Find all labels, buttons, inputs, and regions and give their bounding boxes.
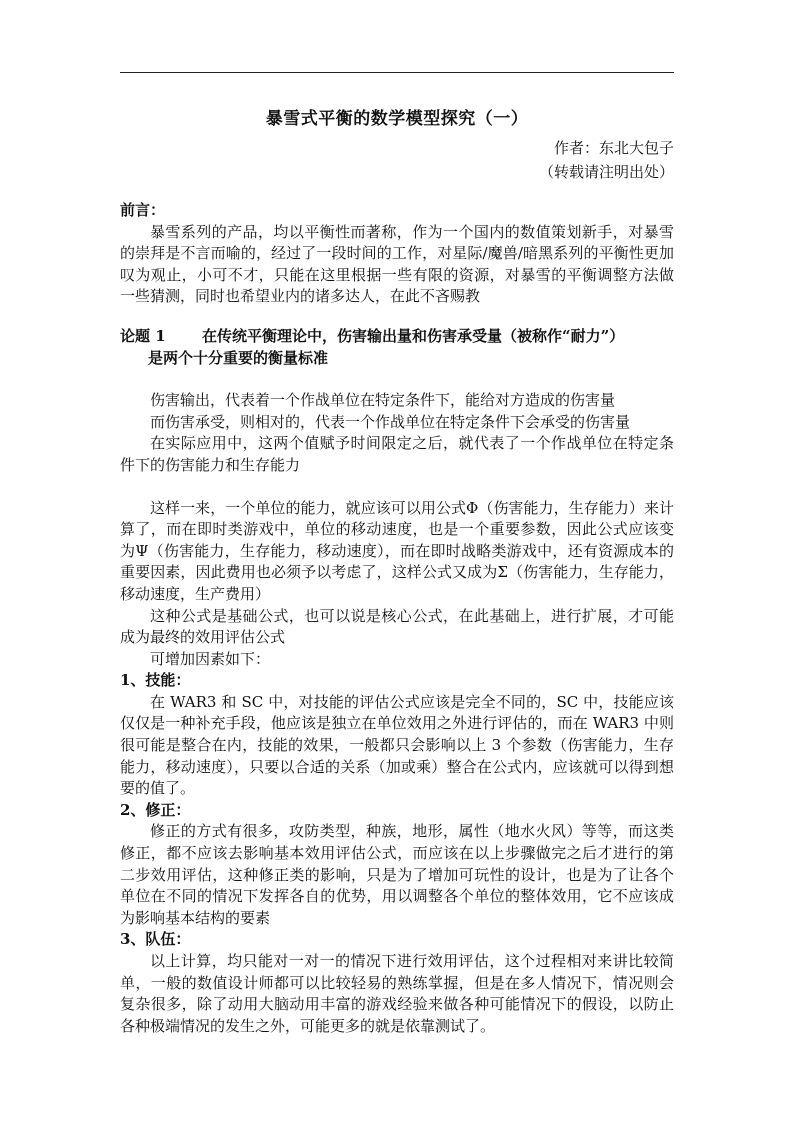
thesis-paragraph-1: 伤害输出，代表着一个作战单位在特定条件下，能给对方造成的伤害量	[150, 391, 616, 410]
thesis-line-2: 是两个十分重要的衡量标准	[148, 348, 329, 367]
thesis-1-heading	[120, 326, 674, 348]
factor-modifier-text: 修正的方式有很多，攻防类型，种族，地形，属性（地水火风）等等，而这类修正，都不应该去影响基本效用评估公式，而应该在以上步骤做完之后才进行的第二步效用评估，这种修正类的影响，只是为了增加可玩性的设计，也是为了让各个单位在不同的情况下发挥各自的优势，用以调整各个单位的整体效用，它不应该成为影响基本结构的要素	[120, 822, 674, 927]
spacer	[120, 477, 674, 498]
spacer	[120, 369, 674, 390]
header-rule	[120, 72, 674, 73]
thesis-line-1: 在传统平衡理论中，伤害输出量和伤害承受量（被称作“耐力”）	[202, 326, 625, 345]
doc-title: 暴雪式平衡的数学模型探究（一）	[265, 109, 529, 129]
preface-text: 暴雪系列的产品，均以平衡性而著称，作为一个国内的数值策划新手，对暴雪的崇拜是不言而喻的，经过了一段时间的工作，对星际/魔兽/暗黑系列的平衡性更加叹为观止，小可不才，只能在这里根据一些有限的资源，对暴雪的平衡调整方法做一些猜测，同时也希望业内的诸多达人，在此不吝赐教	[120, 222, 674, 306]
factor-team-heading: 3、队伍：	[120, 930, 191, 949]
factor-skill-heading: 1、技能：	[120, 671, 191, 690]
preface-heading: 前言：	[120, 201, 166, 219]
thesis-number: 论题 1	[120, 326, 166, 345]
thesis-paragraph-6: 可增加因素如下：	[150, 649, 271, 668]
thesis-paragraph-2: 而伤害承受，则相对的，代表一个作战单位在特定条件下会承受的伤害量	[150, 412, 631, 431]
author-block	[539, 136, 674, 184]
reprint-note: （转载请注明出处）	[538, 163, 674, 181]
factor-skill-text: 在 WAR3 和 SC 中，对技能的评估公式应该是完全不同的，SC 中，技能应该仅仅是一种补充手段，他应该是独立在单位效用之外进行评估的，而在 WAR3 中则很可能是整合在内，技能的效果，一般都只会影响以上 3 个参数（伤害能力，生存能力，移动速度），只要以合适的关系（加或乘）整合在公式内，应该就可以得到想要的值了。	[120, 692, 674, 798]
thesis-paragraph-5: 这种公式是基础公式，也可以说是核心公式，在此基础上，进行扩展，才可能成为最终的效用评估公式	[120, 606, 674, 647]
thesis-paragraph-3: 在实际应用中，这两个值赋予时间限定之后，就代表了一个作战单位在特定条件下的伤害能力和生存能力	[120, 434, 674, 474]
factor-modifier-heading: 2、修正：	[120, 800, 191, 819]
factor-team-text: 以上计算，均只能对一对一的情况下进行效用评估，这个过程相对来讲比较简单，一般的数值设计师都可以比较轻易的熟练掌握，但是在多人情况下，情况则会复杂很多，除了动用大脑动用丰富的游戏经验来做各种可能情况下的假设，以防止各种极端情况的发生之外，可能更多的就是依靠测试了。	[120, 952, 674, 1035]
thesis-paragraph-4: 这样一来，一个单位的能力，就应该可以用公式Φ（伤害能力，生存能力）来计算了，而在即时类游戏中，单位的移动速度，也是一个重要参数，因此公式应该变为Ψ（伤害能力，生存能力，移动速度），而在即时战略类游戏中，还有资源成本的重要因素，因此费用也必须予以考虑了，这样公式又成为Σ（伤害能力，生存能力，移动速度，生产费用）	[120, 498, 674, 603]
author-line: 作者：东北大包子	[553, 139, 674, 157]
article-body	[120, 200, 674, 1037]
